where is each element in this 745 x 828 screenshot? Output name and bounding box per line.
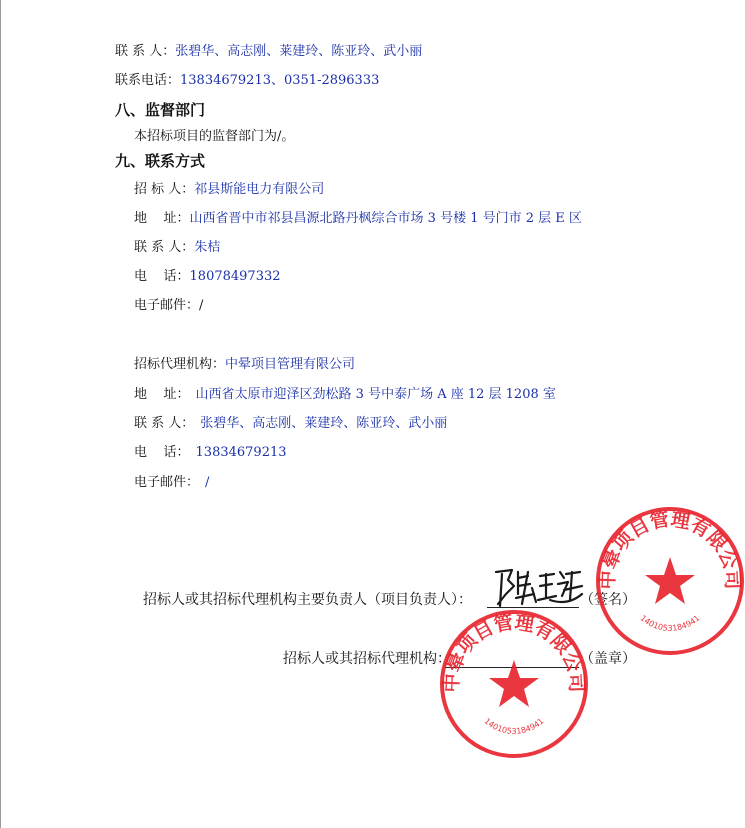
agency-address-label: 地 址： bbox=[134, 387, 190, 402]
agency-phone-value: 13834679213 bbox=[195, 445, 287, 460]
section-8-body: 本招标项目的监督部门为/。 bbox=[134, 129, 295, 144]
sign-suffix: （签名） bbox=[580, 592, 636, 608]
company-seal-stamp bbox=[438, 608, 590, 760]
contact-label: 联 系 人： bbox=[115, 44, 176, 59]
tenderer-contact-row bbox=[134, 240, 220, 256]
agency-email-label: 电子邮件： bbox=[134, 475, 200, 490]
top-contact-row bbox=[115, 44, 422, 60]
tenderer-contact-value: 朱桔 bbox=[194, 240, 221, 255]
seal-number: 1401053184941 bbox=[482, 716, 546, 736]
phone-value: 13834679213、0351-2896333 bbox=[180, 73, 380, 88]
tenderer-phone-label: 电 话： bbox=[134, 269, 190, 284]
agency-name-row bbox=[134, 357, 355, 373]
agency-name-value: 中晕项目管理有限公司 bbox=[225, 357, 356, 372]
agency-contact-row bbox=[134, 416, 447, 432]
section-8-heading: 八、监督部门 bbox=[115, 101, 206, 119]
tenderer-email-label: 电子邮件： bbox=[134, 298, 200, 313]
star-icon bbox=[645, 557, 695, 604]
agency-name-label: 招标代理机构： bbox=[134, 357, 226, 372]
tenderer-contact-label: 联 系 人： bbox=[134, 240, 195, 255]
page-left-border bbox=[0, 0, 1, 828]
tenderer-phone-value: 18078497332 bbox=[189, 269, 281, 284]
tenderer-address-label: 地 址： bbox=[134, 211, 190, 226]
seal-text: 中晕项目管理有限公司 bbox=[596, 508, 744, 590]
agency-phone-label: 电 话： bbox=[134, 445, 190, 460]
company-seal-stamp bbox=[594, 505, 745, 657]
tenderer-email-value: / bbox=[199, 298, 204, 313]
phone-label: 联系电话： bbox=[115, 73, 181, 88]
seal-suffix: （盖章） bbox=[580, 651, 636, 667]
agency-address-value: 山西省太原市迎泽区劲松路 3 号中泰广场 A 座 12 层 1208 室 bbox=[195, 387, 556, 402]
agency-email-row bbox=[134, 475, 209, 491]
contact-value: 张碧华、高志刚、莱建玲、陈亚玲、武小丽 bbox=[175, 44, 423, 59]
responsible-label: 招标人或其招标代理机构主要负责人（项目负责人）： bbox=[143, 592, 472, 608]
handwritten-signature bbox=[488, 564, 584, 608]
top-phone-row bbox=[115, 73, 379, 89]
svg-text:1401053184941 bbox=[483, 717, 546, 736]
agency-email-value: / bbox=[205, 475, 210, 490]
seal-text: 中晕项目管理有限公司 bbox=[440, 611, 588, 693]
star-icon bbox=[489, 660, 539, 707]
svg-text:1401053184941 bbox=[639, 614, 702, 633]
agency-contact-value: 张碧华、高志刚、莱建玲、陈亚玲、武小丽 bbox=[200, 416, 448, 431]
tenderer-name-row bbox=[134, 182, 324, 198]
seal-number: 1401053184941 bbox=[638, 613, 702, 633]
tenderer-phone-row bbox=[134, 269, 281, 285]
tenderer-name-value: 祁县斯能电力有限公司 bbox=[194, 182, 325, 197]
tenderer-email-row bbox=[134, 298, 203, 314]
agency-address-row bbox=[134, 387, 556, 403]
tenderer-address-value: 山西省晋中市祁县昌源北路丹枫综合市场 3 号楼 1 号门市 2 层 E 区 bbox=[189, 211, 582, 226]
section-9-heading: 九、联系方式 bbox=[115, 152, 206, 170]
agency-contact-label: 联 系 人： bbox=[134, 416, 195, 431]
tenderer-name-label: 招 标 人： bbox=[134, 182, 195, 197]
agency-phone-row bbox=[134, 445, 287, 461]
agency-seal-label: 招标人或其招标代理机构： bbox=[283, 651, 451, 667]
tenderer-address-row bbox=[134, 211, 582, 227]
